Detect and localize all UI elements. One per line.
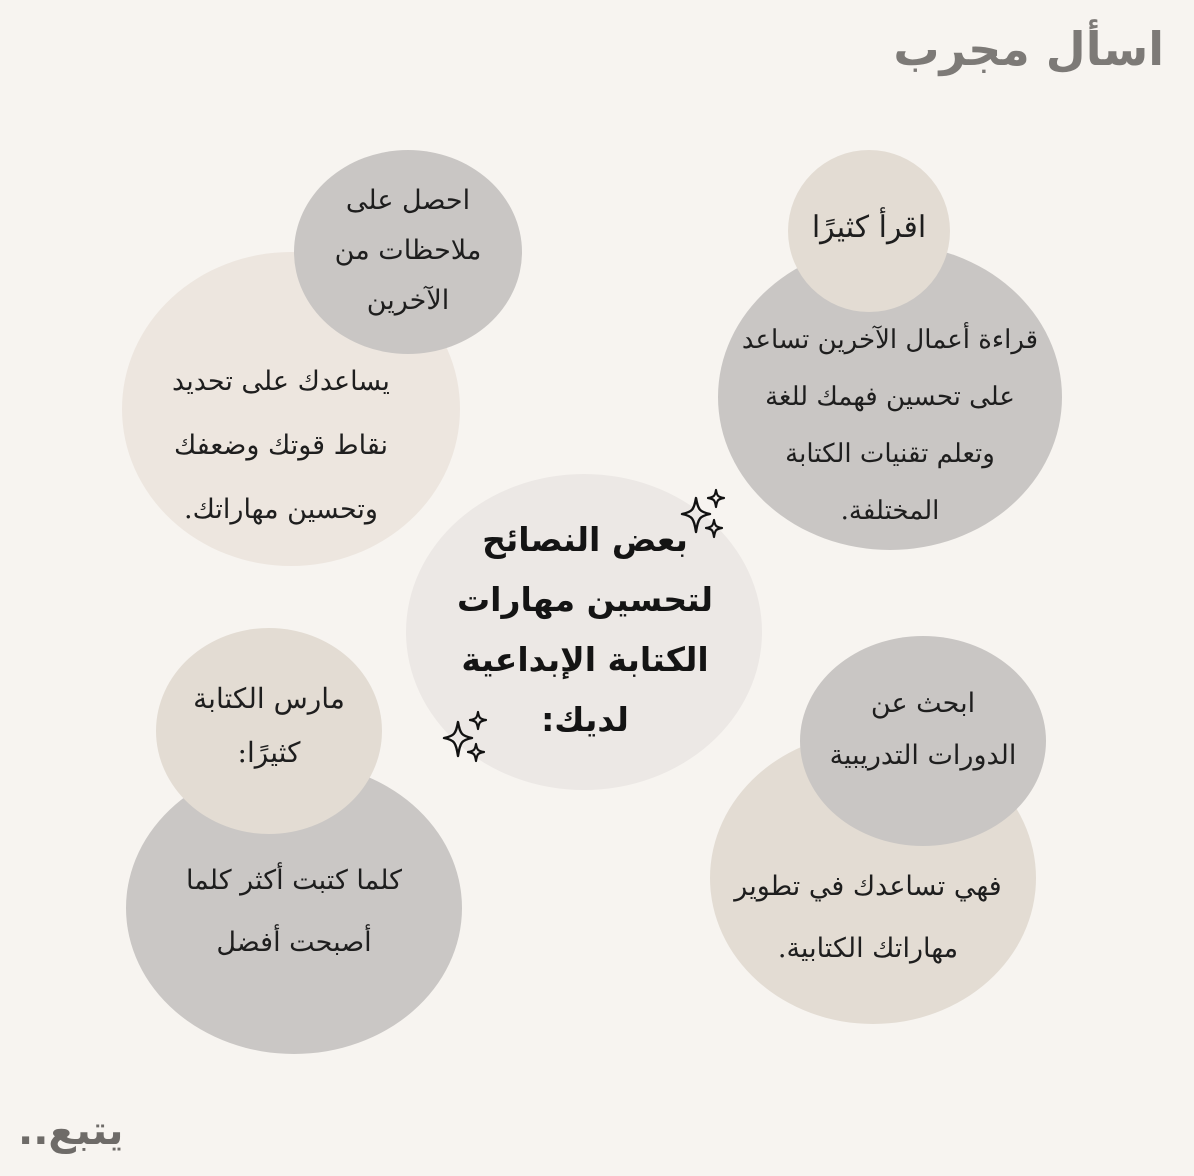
tip-feedback-heading: احصل على ملاحظات من الآخرين: [334, 185, 482, 316]
tip-read-heading: اقرأ كثيرًا: [811, 210, 927, 245]
sparkles-icon: [676, 488, 730, 544]
continued-label: يتبع..: [18, 1108, 124, 1154]
tip-practice-body: كلما كتبت أكثر كلما أصبحت أفضل: [185, 865, 403, 958]
center-title: بعض النصائح لتحسين مهارات الكتابة الإبداعية لديك:: [457, 520, 713, 739]
brand-title: اسأل مجرب: [893, 22, 1164, 76]
tip-courses-heading: ابحث عن الدورات التدريبية: [829, 688, 1017, 771]
sparkles-icon: [436, 708, 492, 768]
tip-feedback-body: يساعدك على تحديد نقاط قوتك وضعفك وتحسين مهاراتك.: [172, 366, 390, 525]
tip-read-body: قراءة أعمال الآخرين تساعد على تحسين فهمك للغة وتعلم تقنيات الكتابة المختلفة.: [741, 325, 1039, 526]
tip-practice-heading: مارس الكتابة كثيرًا:: [193, 682, 345, 769]
tip-courses-body: فهي تساعدك في تطوير مهاراتك الكتابية.: [734, 871, 1002, 964]
